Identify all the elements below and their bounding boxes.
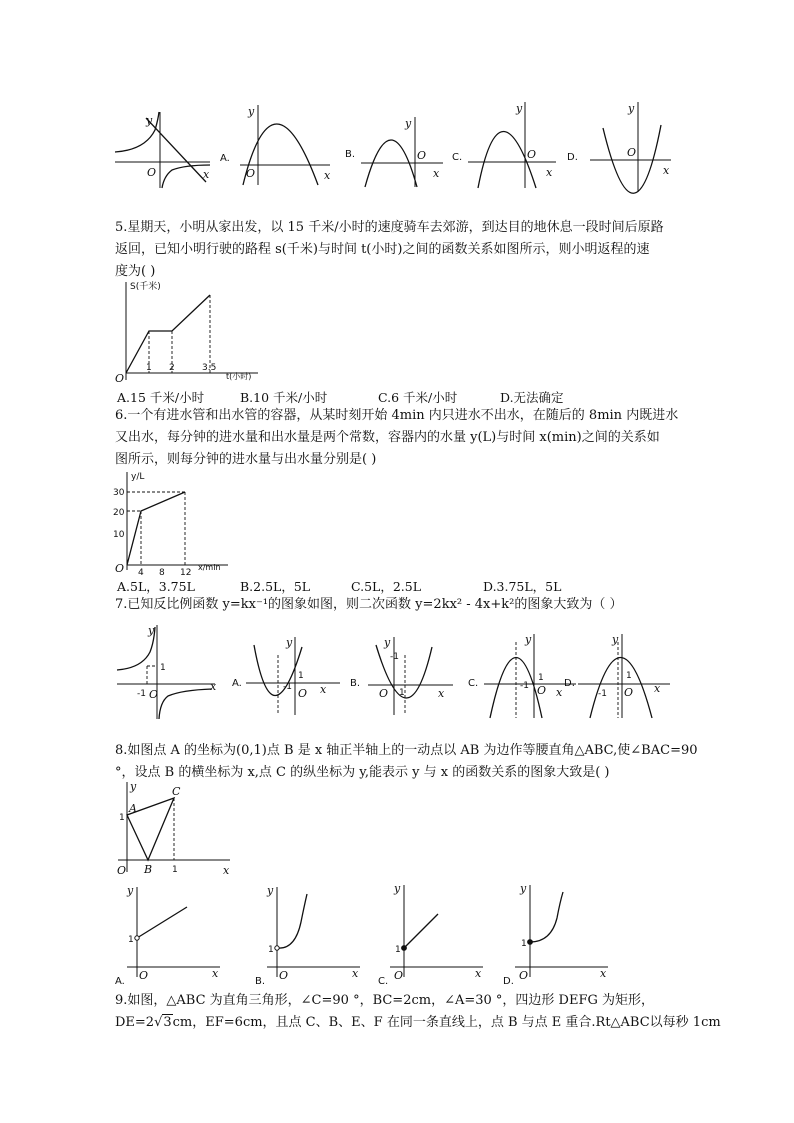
q7-d-one: 1 xyxy=(626,671,632,681)
q4-option-a-label: A. xyxy=(220,153,230,164)
q7-a-y-label: y xyxy=(286,636,293,649)
q6-options xyxy=(117,577,717,593)
q8-point-c: C xyxy=(172,785,181,798)
q6-y-axis-label: y/L xyxy=(131,472,145,482)
q5-x-axis-label: t(小时) xyxy=(226,372,252,381)
q8-c-origin: O xyxy=(394,969,404,982)
q4-option-a-graph[interactable] xyxy=(218,103,333,188)
q7-option-d-label: D. xyxy=(564,678,575,689)
q8-a-x-label: x xyxy=(212,967,219,980)
q8-d-origin: O xyxy=(519,969,529,982)
q9-de-prefix: DE=2 xyxy=(115,1015,155,1030)
q6-line-2: 又出水，每分钟的进水量和出水量是两个常数，容器内的水量 y(L)与时间 x(min)之间的关系如 xyxy=(115,430,660,445)
q8-stem xyxy=(115,740,720,784)
q4-option-d-graph[interactable] xyxy=(565,100,675,195)
q8-c-one: 1 xyxy=(395,945,401,955)
q7-option-a-label: A. xyxy=(232,678,242,689)
q4-d-y-label: y xyxy=(628,102,635,115)
q8-option-c-graph[interactable] xyxy=(378,880,488,987)
q4-b-x-label: x xyxy=(433,167,440,180)
q5-line-3: 度为( ) xyxy=(115,264,156,279)
q7-d-origin: O xyxy=(624,686,634,699)
q8-line-2: °，设点 B 的横坐标为 x,点 C 的纵坐标为 y,能表示 y 与 x 的函数关系的图象大致是( ) xyxy=(115,765,610,780)
q8-d-one: 1 xyxy=(521,939,527,949)
q7-option-b-graph[interactable] xyxy=(348,635,463,720)
q4-a-origin: O xyxy=(246,167,256,180)
q4-a-y-label: y xyxy=(248,105,255,118)
q5-option-b[interactable]: B.10 千米/小时 xyxy=(240,390,328,405)
q7-d-neg-one: -1 xyxy=(598,689,607,699)
q8-triangle-figure xyxy=(112,780,237,878)
q8-a-y-label: y xyxy=(127,884,134,897)
q7-c-y-label: y xyxy=(525,633,532,646)
q6-option-d[interactable]: D.3.75L，5L xyxy=(483,579,562,594)
q6-option-b[interactable]: B.2.5L，5L xyxy=(240,579,311,594)
q7-b-neg-one: -1 xyxy=(390,652,399,662)
q4-a-x-label: x xyxy=(324,169,331,182)
q4-b-y-label: y xyxy=(405,117,412,130)
q8-option-a-label: A. xyxy=(115,976,125,987)
q8-c-y-label: y xyxy=(394,882,401,895)
q6-xtick-4: 4 xyxy=(138,568,144,578)
q7-a-neg-one: -1 xyxy=(283,682,292,692)
q7-a-one: 1 xyxy=(298,671,304,681)
q7-line-1: 7.已知反比例函数 y=kx⁻¹的图象如图，则二次函数 y=2kx² - 4x+k²的图象大致为（ ） xyxy=(115,597,623,612)
q8-option-c-label: C. xyxy=(378,976,389,987)
q6-line-3: 图所示，则每分钟的进水量与出水量分别是( ) xyxy=(115,452,377,467)
q4-ref-y-label: y xyxy=(146,114,153,127)
q8-origin: O xyxy=(117,864,127,877)
q4-d-x-label: x xyxy=(663,164,670,177)
q7-c-neg-one: -1 xyxy=(520,681,529,691)
q6-xtick-8: 8 xyxy=(159,568,165,578)
q4-option-b-graph[interactable] xyxy=(343,115,448,190)
q7-b-y-label: y xyxy=(384,636,391,649)
q6-origin: O xyxy=(115,562,125,575)
q7-reference-graph xyxy=(112,622,222,722)
q8-b-origin: O xyxy=(279,969,289,982)
q4-option-c-graph[interactable] xyxy=(450,100,560,190)
q4-b-origin: O xyxy=(417,149,427,162)
q4-reference-graph xyxy=(110,110,215,190)
q8-point-a: A xyxy=(129,802,137,815)
q8-option-a-graph[interactable] xyxy=(115,882,225,987)
q6-xtick-12: 12 xyxy=(180,568,192,578)
q4-ref-origin: O xyxy=(147,166,157,179)
q5-line-2: 返回，已知小明行驶的路程 s(千米)与时间 t(小时)之间的函数关系如图所示，则小明返程的速 xyxy=(115,242,650,257)
q7-d-x-label: x xyxy=(654,682,661,695)
q9-radicand: 3 xyxy=(163,1015,172,1030)
q4-d-origin: O xyxy=(627,146,637,159)
q7-a-origin: O xyxy=(298,687,308,700)
q5-option-c[interactable]: C.6 千米/小时 xyxy=(378,390,458,405)
q7-c-origin: O xyxy=(537,684,547,697)
q5-y-axis-label: S(千米) xyxy=(130,282,161,292)
q6-ytick-20: 20 xyxy=(113,508,125,518)
q7-ref-neg-one: -1 xyxy=(137,689,146,699)
q5-options xyxy=(117,388,717,404)
q8-c-x-label: x xyxy=(475,967,482,980)
q8-line-1: 8.如图点 A 的坐标为(0,1)点 B 是 x 轴正半轴上的一动点以 AB 为边作等腰直角△ABC,使∠BAC=90 xyxy=(115,743,698,758)
q7-ref-y-label: y xyxy=(148,624,155,637)
q8-option-b-label: B. xyxy=(255,976,266,987)
q8-x-one: 1 xyxy=(172,865,178,875)
q5-tick-2: 2 xyxy=(169,363,175,373)
q8-option-b-graph[interactable] xyxy=(255,882,365,987)
q6-option-a[interactable]: A.5L，3.75L xyxy=(117,579,195,594)
q8-b-one: 1 xyxy=(268,945,274,955)
q9-stem xyxy=(115,990,725,1034)
q7-c-x-label: x xyxy=(556,686,563,699)
q7-option-a-graph[interactable] xyxy=(230,635,345,720)
q7-c-one: 1 xyxy=(538,673,544,683)
q5-tick-3-5: 3.5 xyxy=(202,363,217,373)
q5-stem xyxy=(115,217,715,283)
q9-line-2-rest: cm，EF=6cm，且点 C、B、E、F 在同一条直线上，点 B 与点 E 重合.Rt△ABC以每秒 1cm xyxy=(172,1015,721,1030)
q5-line-1: 5.星期天，小明从家出发，以 15 千米/小时的速度骑车去郊游，到达目的地休息一段时间后原路 xyxy=(115,220,664,235)
q8-y-label: y xyxy=(130,780,137,793)
q5-origin: O xyxy=(115,372,125,385)
q8-y-one: 1 xyxy=(119,813,125,823)
q6-ytick-30: 30 xyxy=(113,488,125,498)
q6-line-1: 6.一个有进水管和出水管的容器，从某时刻开始 4min 内只进水不出水，在随后的 8min 内既进水 xyxy=(115,408,679,423)
q6-stem xyxy=(115,405,715,471)
q8-d-y-label: y xyxy=(520,882,527,895)
q7-b-origin: O xyxy=(379,687,389,700)
q7-ref-origin: O xyxy=(149,688,159,701)
q7-ref-one: 1 xyxy=(160,663,166,673)
q8-option-d-label: D. xyxy=(503,976,514,987)
q8-option-d-graph[interactable] xyxy=(503,880,613,987)
q4-c-x-label: x xyxy=(546,166,553,179)
q6-x-axis-label: x/min xyxy=(198,563,221,572)
q7-ref-x-label: x xyxy=(210,680,217,693)
q5-tick-1: 1 xyxy=(146,363,152,373)
q7-option-d-graph[interactable] xyxy=(560,632,675,722)
q8-a-origin: O xyxy=(139,969,149,982)
q7-a-x-label: x xyxy=(320,683,327,696)
q5-option-d[interactable]: D.无法确定 xyxy=(500,390,564,405)
q8-b-y-label: y xyxy=(267,884,274,897)
sqrt-icon: √ xyxy=(154,1015,163,1030)
q7-d-y-label: y xyxy=(612,633,619,646)
q7-stem xyxy=(115,594,715,616)
q6-option-c[interactable]: C.5L，2.5L xyxy=(351,579,422,594)
q4-option-c-label: C. xyxy=(452,152,463,163)
q8-x-label: x xyxy=(223,864,230,877)
q4-option-b-label: B. xyxy=(345,149,356,160)
q4-c-y-label: y xyxy=(516,102,523,115)
q7-b-one: 1 xyxy=(399,688,405,698)
q7-b-x-label: x xyxy=(438,687,445,700)
q5-option-a[interactable]: A.15 千米/小时 xyxy=(117,390,205,405)
q6-ytick-10: 10 xyxy=(113,530,125,540)
q4-option-d-label: D. xyxy=(567,152,578,163)
q7-option-b-label: B. xyxy=(350,678,361,689)
q7-option-c-label: C. xyxy=(468,678,479,689)
q8-d-x-label: x xyxy=(600,967,607,980)
q5-distance-time-chart xyxy=(112,280,262,385)
q8-b-x-label: x xyxy=(352,967,359,980)
q4-c-origin: O xyxy=(527,148,537,161)
q9-line-1: 9.如图，△ABC 为直角三角形，∠C=90 °，BC=2cm，∠A=30 °，四边形 DEFG 为矩形， xyxy=(115,993,655,1008)
q8-a-one: 1 xyxy=(128,935,134,945)
q8-point-b: B xyxy=(144,863,153,876)
q4-ref-x-label: x xyxy=(203,168,210,181)
q6-water-volume-chart xyxy=(112,470,232,578)
q9-line-2 xyxy=(115,1012,725,1034)
